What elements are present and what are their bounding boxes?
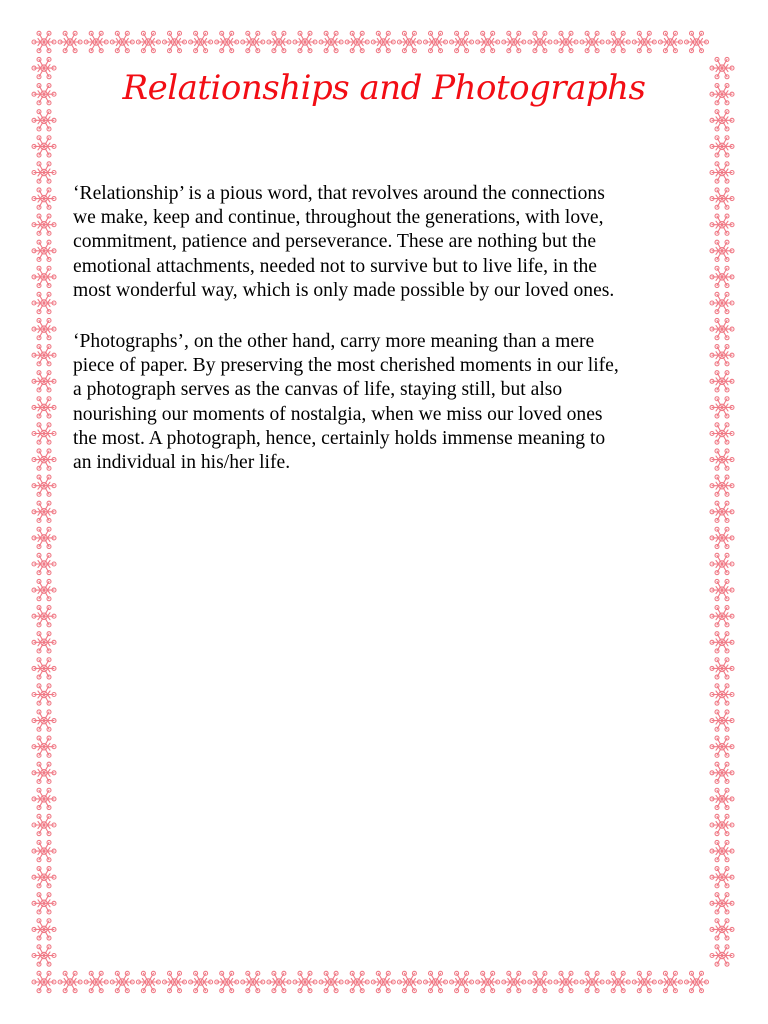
paragraph-line: piece of paper. By preserving the most cherished moments in our life, [73, 355, 619, 377]
paragraph-line: ‘Relationship’ is a pious word, that revolves around the connections [73, 183, 605, 204]
snowflake-icon [710, 266, 734, 287]
snowflake-icon [32, 762, 56, 783]
snowflake-icon [710, 867, 734, 888]
snowflake-icon [710, 214, 734, 235]
snowflake-icon [345, 31, 369, 52]
snowflake-icon [32, 919, 56, 940]
paragraph-line: nourishing our moments of nostalgia, when we miss our loved ones [73, 403, 603, 425]
page-title: Relationships and Photographs [122, 68, 646, 108]
snowflake-icon [32, 893, 56, 914]
snowflake-icon [32, 449, 56, 470]
snowflake-icon [32, 527, 56, 548]
snowflake-icon [397, 31, 421, 52]
snowflake-icon [710, 736, 734, 757]
snowflake-icon [32, 318, 56, 339]
snowflake-icon [32, 945, 56, 966]
snowflake-icon [710, 710, 734, 731]
snowflake-icon [554, 31, 578, 52]
snowflake-icon [450, 971, 474, 992]
snowflake-icon [32, 110, 56, 131]
snowflake-icon [502, 971, 526, 992]
snowflake-icon [450, 31, 474, 52]
snowflake-icon [710, 553, 734, 574]
snowflake-icon [710, 397, 734, 418]
snowflake-icon [476, 971, 500, 992]
snowflake-icon [32, 814, 56, 835]
snowflake-icon [710, 475, 734, 496]
snowflake-icon [32, 632, 56, 653]
snowflake-icon [710, 919, 734, 940]
snowflake-icon [189, 971, 213, 992]
paragraph-photographs [73, 330, 713, 475]
snowflake-icon [32, 606, 56, 627]
snowflake-icon [32, 423, 56, 444]
snowflake-icon [606, 971, 630, 992]
snowflake-icon [710, 945, 734, 966]
snowflake-icon [580, 31, 604, 52]
paragraph-line: the most. A photograph, hence, certainly holds immense meaning to [73, 427, 606, 449]
snowflake-icon [606, 31, 630, 52]
snowflake-icon [710, 501, 734, 522]
snowflake-icon [685, 31, 709, 52]
snowflake-icon [710, 658, 734, 679]
snowflake-icon [580, 971, 604, 992]
snowflake-icon [710, 110, 734, 131]
snowflake-icon [554, 971, 578, 992]
snowflake-icon [267, 971, 291, 992]
snowflake-icon [32, 162, 56, 183]
snowflake-icon [710, 423, 734, 444]
snowflake-icon [710, 371, 734, 392]
snowflake-icon [189, 31, 213, 52]
snowflake-icon [710, 527, 734, 548]
snowflake-icon [32, 240, 56, 261]
snowflake-icon [215, 31, 239, 52]
snowflake-icon [293, 31, 317, 52]
snowflake-icon [32, 345, 56, 366]
snowflake-icon [32, 553, 56, 574]
snowflake-icon [710, 762, 734, 783]
snowflake-icon [32, 136, 56, 157]
snowflake-icon [136, 31, 160, 52]
snowflake-icon [32, 292, 56, 313]
snowflake-icon [32, 188, 56, 209]
snowflake-icon [424, 971, 448, 992]
snowflake-icon [710, 579, 734, 600]
snowflake-icon [293, 971, 317, 992]
snowflake-icon [710, 788, 734, 809]
snowflake-icon [345, 971, 369, 992]
snowflake-icon [658, 971, 682, 992]
snowflake-icon [710, 162, 734, 183]
snowflake-icon [32, 266, 56, 287]
snowflake-icon [710, 606, 734, 627]
snowflake-icon [528, 971, 552, 992]
snowflake-icon [58, 971, 82, 992]
snowflake-icon [632, 31, 656, 52]
snowflake-icon [710, 684, 734, 705]
snowflake-icon [32, 475, 56, 496]
snowflake-icon [710, 814, 734, 835]
snowflake-icon [215, 971, 239, 992]
paragraph-line: an individual in his/her life. [73, 452, 291, 474]
snowflake-icon [241, 31, 265, 52]
snowflake-icon [32, 397, 56, 418]
snowflake-icon [371, 31, 395, 52]
snowflake-icon [397, 971, 421, 992]
snowflake-icon [424, 31, 448, 52]
snowflake-icon [32, 788, 56, 809]
paragraph-line: most wonderful way, which is only made possible by our loved ones. [73, 279, 615, 301]
paragraph-line: we make, keep and continue, throughout the generations, with love, [73, 207, 604, 229]
snowflake-icon [319, 31, 343, 52]
snowflake-icon [84, 31, 108, 52]
snowflake-icon [658, 31, 682, 52]
snowflake-icon [710, 292, 734, 313]
snowflake-icon [710, 449, 734, 470]
snowflake-icon [32, 31, 56, 52]
snowflake-icon [710, 188, 734, 209]
snowflake-icon [502, 31, 526, 52]
paragraph-line: ‘Photographs’, on the other hand, carry more meaning than a mere [73, 331, 595, 352]
snowflake-icon [32, 684, 56, 705]
snowflake-icon [32, 214, 56, 235]
paragraph-line: commitment, patience and perseverance. These are nothing but the [73, 231, 597, 253]
snowflake-icon [710, 318, 734, 339]
snowflake-icon [110, 31, 134, 52]
snowflake-icon [632, 971, 656, 992]
paragraph-line: a photograph serves as the canvas of life, staying still, but also [73, 379, 563, 401]
snowflake-icon [319, 971, 343, 992]
snowflake-icon [476, 31, 500, 52]
snowflake-icon [710, 136, 734, 157]
snowflake-icon [710, 345, 734, 366]
snowflake-icon [710, 240, 734, 261]
snowflake-icon [32, 867, 56, 888]
snowflake-icon [32, 658, 56, 679]
paragraph-relationship [73, 182, 713, 303]
paragraph-line: emotional attachments, needed not to survive but to live life, in the [73, 255, 597, 277]
snowflake-icon [110, 971, 134, 992]
snowflake-icon [241, 971, 265, 992]
snowflake-icon [371, 971, 395, 992]
snowflake-icon [710, 893, 734, 914]
snowflake-icon [528, 31, 552, 52]
snowflake-icon [136, 971, 160, 992]
snowflake-icon [32, 710, 56, 731]
snowflake-icon [32, 501, 56, 522]
snowflake-icon [163, 31, 187, 52]
snowflake-icon [32, 840, 56, 861]
snowflake-icon [710, 632, 734, 653]
snowflake-icon [267, 31, 291, 52]
snowflake-icon [58, 31, 82, 52]
snowflake-icon [32, 971, 56, 992]
snowflake-icon [710, 840, 734, 861]
snowflake-icon [685, 971, 709, 992]
snowflake-icon [84, 971, 108, 992]
snowflake-icon [32, 736, 56, 757]
snowflake-icon [163, 971, 187, 992]
snowflake-icon [32, 579, 56, 600]
snowflake-icon [32, 371, 56, 392]
